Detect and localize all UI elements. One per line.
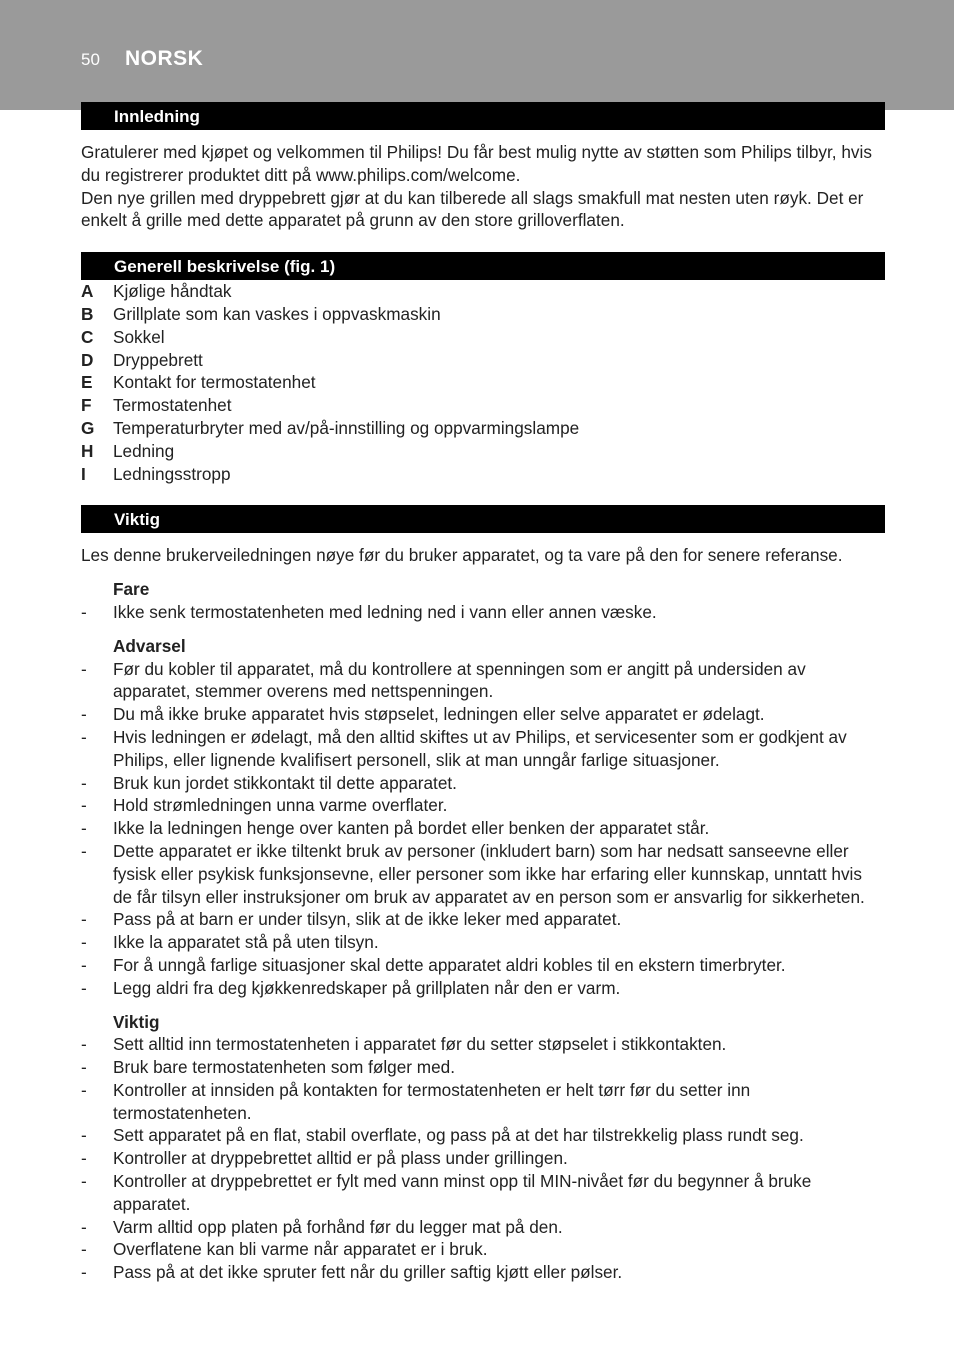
caution-item <box>81 1238 885 1261</box>
bullet-dash: - <box>81 601 87 622</box>
warning-item <box>81 794 885 817</box>
bullet-dash: - <box>81 1034 87 1055</box>
bullet-dash: - <box>81 1171 87 1192</box>
part-key: A <box>81 281 94 302</box>
bullet-dash: - <box>81 1125 87 1146</box>
bullet-dash: - <box>81 658 87 679</box>
caution-text: Varm alltid opp platen på forhånd før du legger mat på den. <box>113 1216 563 1237</box>
caution-item <box>81 1056 885 1079</box>
part-label: Ledningsstropp <box>113 463 231 484</box>
warning-text: Ikke la apparatet stå på uten tilsyn. <box>113 932 379 953</box>
warning-item <box>81 840 885 908</box>
danger-list <box>81 601 885 624</box>
parts-list-item <box>81 371 885 394</box>
danger-text: Ikke senk termostatenheten med ledning ned i vann eller annen væske. <box>113 601 657 622</box>
warning-text: Pass på at barn er under tilsyn, slik at de ikke leker med apparatet. <box>113 909 622 930</box>
part-key: D <box>81 349 94 370</box>
caution-item <box>81 1079 885 1125</box>
part-label: Temperaturbryter med av/på-innstilling og oppvarmingslampe <box>113 417 580 438</box>
bullet-dash: - <box>81 1057 87 1078</box>
part-label: Kjølige håndtak <box>113 281 232 302</box>
bullet-dash: - <box>81 840 87 861</box>
part-key: B <box>81 303 94 324</box>
caution-list <box>81 1033 885 1284</box>
part-label: Sokkel <box>113 326 165 347</box>
warning-item <box>81 908 885 931</box>
caution-text: Bruk bare termostatenheten som følger med. <box>113 1057 455 1078</box>
intro-paragraph: Gratulerer med kjøpet og velkommen til Philips! Du får best mulig nytte av støtten som Philips tilbyr, hvis du registrerer produktet ditt på www.philips.com/welcome. <box>81 142 872 185</box>
caution-text: Kontroller at innsiden på kontakten for termostatenheten er helt tørr før du setter inn termostatenheten. <box>113 1079 751 1123</box>
bullet-dash: - <box>81 704 87 725</box>
bullet-dash: - <box>81 1148 87 1169</box>
warning-text: Bruk kun jordet stikkontakt til dette apparatet. <box>113 772 457 793</box>
warning-item <box>81 703 885 726</box>
warning-text: Legg aldri fra deg kjøkkenredskaper på grillplaten når den er varm. <box>113 977 621 998</box>
page-content <box>81 102 885 1284</box>
part-label: Grillplate som kan vaskes i oppvaskmaskin <box>113 303 441 324</box>
parts-list <box>81 280 885 485</box>
bullet-dash: - <box>81 1239 87 1260</box>
intro-paragraph: Den nye grillen med dryppebrett gjør at du kan tilberede all slags smakfull mat nesten uten røyk. Det er enkelt å grille med dette apparatet på grunn av den store grilloverflaten. <box>81 187 864 231</box>
caution-item <box>81 1261 885 1284</box>
part-label: Termostatenhet <box>113 395 232 416</box>
caution-item <box>81 1170 885 1216</box>
caution-item <box>81 1033 885 1056</box>
bullet-dash: - <box>81 932 87 953</box>
part-key: C <box>81 326 94 347</box>
part-key: F <box>81 395 92 416</box>
bullet-dash: - <box>81 1079 87 1100</box>
caution-item <box>81 1124 885 1147</box>
bullet-dash: - <box>81 977 87 998</box>
part-label: Ledning <box>113 440 175 461</box>
bullet-dash: - <box>81 726 87 747</box>
warning-list <box>81 658 885 1000</box>
warning-item <box>81 726 885 772</box>
danger-heading: Fare <box>113 579 150 600</box>
warning-item <box>81 931 885 954</box>
caution-item <box>81 1147 885 1170</box>
warning-text: Du må ikke bruke apparatet hvis støpselet, ledningen eller selve apparatet er ødelagt. <box>113 704 765 725</box>
parts-list-item <box>81 349 885 372</box>
important-intro: Les denne brukerveiledningen nøye før du bruker apparatet, og ta vare på den for senere referanse. <box>81 545 843 566</box>
warning-text: For å unngå farlige situasjoner skal dette apparatet aldri kobles til en ekstern timerbryter. <box>113 954 786 975</box>
language-title: NORSK <box>125 47 204 70</box>
caution-text: Pass på at det ikke spruter fett når du griller saftig kjøtt eller pølser. <box>113 1262 623 1283</box>
warning-item <box>81 658 885 704</box>
bullet-dash: - <box>81 795 87 816</box>
parts-list-item <box>81 417 885 440</box>
parts-list-item <box>81 394 885 417</box>
header-band <box>0 0 954 110</box>
warning-item <box>81 817 885 840</box>
caution-heading: Viktig <box>113 1011 160 1032</box>
warning-item <box>81 772 885 795</box>
caution-text: Sett apparatet på en flat, stabil overflate, og pass på at det har tilstrekkelig plass rundt seg. <box>113 1125 804 1146</box>
intro-text <box>81 141 885 232</box>
page-number: 50 <box>81 50 100 69</box>
parts-list-item <box>81 303 885 326</box>
warning-heading: Advarsel <box>113 635 186 656</box>
part-label: Dryppebrett <box>113 349 203 370</box>
warning-text: Ikke la ledningen henge over kanten på bordet eller benken der apparatet står. <box>113 818 710 839</box>
caution-text: Overflatene kan bli varme når apparatet er i bruk. <box>113 1239 488 1260</box>
bullet-dash: - <box>81 1216 87 1237</box>
bullet-dash: - <box>81 1262 87 1283</box>
caution-text: Sett alltid inn termostatenheten i apparatet før du setter støpselet i stikkontakten. <box>113 1034 727 1055</box>
danger-item <box>81 601 885 624</box>
warning-text: Hold strømledningen unna varme overflater. <box>113 795 448 816</box>
warning-text: Hvis ledningen er ødelagt, må den alltid skiftes ut av Philips, et servicesenter som er godkjent av Philips, eller lignende kvalifisert personell, slik at man unngår farlige situasjoner. <box>113 726 847 770</box>
section-heading-description: Generell beskrivelse (fig. 1) <box>81 252 885 280</box>
bullet-dash: - <box>81 818 87 839</box>
warning-text: Før du kobler til apparatet, må du kontrollere at spenningen som er angitt på undersiden av apparatet, stemmer overens med nettspenningen. <box>113 658 806 702</box>
part-key: E <box>81 372 93 393</box>
caution-item <box>81 1216 885 1239</box>
parts-list-item <box>81 326 885 349</box>
parts-list-item <box>81 463 885 486</box>
warning-item <box>81 954 885 977</box>
part-key: H <box>81 440 94 461</box>
parts-list-item <box>81 440 885 463</box>
part-label: Kontakt for termostatenhet <box>113 372 316 393</box>
caution-text: Kontroller at dryppebrettet alltid er på plass under grillingen. <box>113 1148 568 1169</box>
bullet-dash: - <box>81 772 87 793</box>
part-key: I <box>81 463 86 484</box>
part-key: G <box>81 417 95 438</box>
warning-text: Dette apparatet er ikke tiltenkt bruk av personer (inkludert barn) som har nedsatt sanseevne eller fysisk eller psykisk funksjonsevne, eller personer som ikke har erfaring eller kunnskap, unntatt hvis de får tilsyn eller instruksjoner om bruk av apparatet av en person som er ansvarlig for sikkerheten. <box>113 840 865 907</box>
parts-list-item <box>81 280 885 303</box>
section-heading-intro: Innledning <box>81 102 885 130</box>
bullet-dash: - <box>81 954 87 975</box>
bullet-dash: - <box>81 909 87 930</box>
warning-item <box>81 977 885 1000</box>
section-heading-important: Viktig <box>81 505 885 533</box>
caution-text: Kontroller at dryppebrettet er fylt med vann minst opp til MIN-nivået før du begynner å bruke apparatet. <box>113 1171 812 1214</box>
